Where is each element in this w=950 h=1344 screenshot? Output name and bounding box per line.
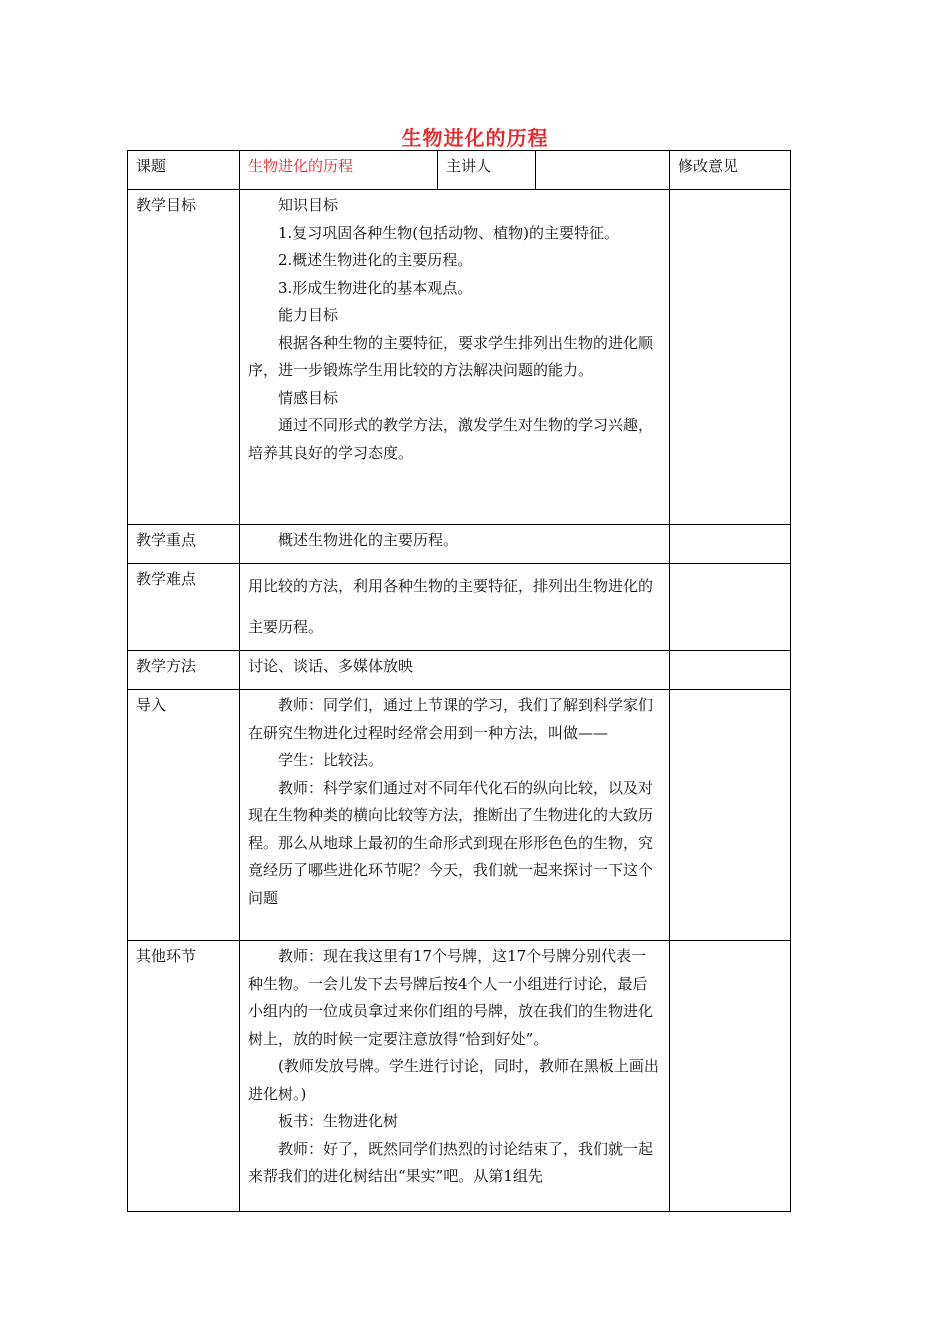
other-label: 其他环节 <box>128 941 240 1212</box>
method-label: 教学方法 <box>128 651 240 690</box>
speaker-label: 主讲人 <box>438 151 536 190</box>
goals-line: 3.形成生物进化的基本观点。 <box>278 278 473 297</box>
difficulty-label: 教学难点 <box>128 564 240 651</box>
method-revision-cell <box>670 651 791 690</box>
intro-row <box>128 690 791 941</box>
document-title: 生物进化的历程 <box>401 126 549 150</box>
goals-line: 情感目标 <box>278 388 339 407</box>
goals-line: 能力目标 <box>278 306 339 324</box>
topic-value: 生物进化的历程 <box>240 151 438 190</box>
revision-label: 修改意见 <box>670 151 791 190</box>
difficulty-text: 用比较的方法，利用各种生物的主要特征，排列出生物进化的主要历程。 <box>248 577 654 636</box>
goals-row <box>128 190 791 525</box>
header-row <box>128 151 791 190</box>
other-line: (教师发放号牌。学生进行讨论，同时，教师在黑板上画出进化树。) <box>248 1057 659 1103</box>
other-revision-cell <box>670 941 791 1212</box>
other-line: 板书：生物进化树 <box>278 1112 399 1130</box>
goals-label: 教学目标 <box>128 190 240 525</box>
other-line: 教师：好了，既然同学们热烈的讨论结束了，我们就一起来帮我们的进化树结出“果实”吧。从第1组先 <box>248 1139 654 1185</box>
other-row <box>128 941 791 1212</box>
difficulty-revision-cell <box>670 564 791 651</box>
key-point-label: 教学重点 <box>128 525 240 564</box>
goals-revision-cell <box>670 190 791 525</box>
goals-line: 2.概述生物进化的主要历程。 <box>278 251 473 269</box>
lesson-plan-table <box>127 150 791 1212</box>
other-line: 教师：现在我这里有17个号牌，这17个号牌分别代表一种生物。一会儿发下去号牌后按4个人一小组进行讨论，最后小组内的一位成员拿过来你们组的号牌，放在我们的生物进化树上，放的时候一定要注意放得“恰到好处”。 <box>248 947 654 1048</box>
topic-label: 课题 <box>128 151 240 190</box>
goals-line: 1.复习巩固各种生物(包括动物、植物)的主要特征。 <box>278 223 620 242</box>
method-row <box>128 651 791 690</box>
intro-label: 导入 <box>128 690 240 941</box>
intro-line: 教师：科学家们通过对不同年代化石的纵向比较，以及对现在生物种类的横向比较等方法，推断出了生物进化的大致历程。那么从地球上最初的生命形式到现在形形色色的生物，究竟经历了哪些进化环节呢？今天，我们就一起来探讨一下这个问题 <box>248 778 654 907</box>
intro-line: 学生：比较法。 <box>278 751 384 769</box>
goals-line: 根据各种生物的主要特征，要求学生排列出生物的进化顺序，进一步锻炼学生用比较的方法解决问题的能力。 <box>248 333 654 379</box>
speaker-value <box>536 151 670 190</box>
intro-line: 教师：同学们，通过上节课的学习，我们了解到科学家们在研究生物进化过程时经常会用到一种方法，叫做—— <box>248 696 654 742</box>
goals-line: 通过不同形式的教学方法，激发学生对生物的学习兴趣，培养其良好的学习态度。 <box>248 416 654 462</box>
difficulty-row <box>128 564 791 651</box>
intro-revision-cell <box>670 690 791 941</box>
goals-content <box>240 190 670 525</box>
goals-line: 知识目标 <box>278 196 339 214</box>
method-text: 讨论、谈话、多媒体放映 <box>240 651 670 690</box>
key-point-row <box>128 525 791 564</box>
key-point-revision-cell <box>670 525 791 564</box>
key-point-text: 概述生物进化的主要历程。 <box>278 531 459 549</box>
